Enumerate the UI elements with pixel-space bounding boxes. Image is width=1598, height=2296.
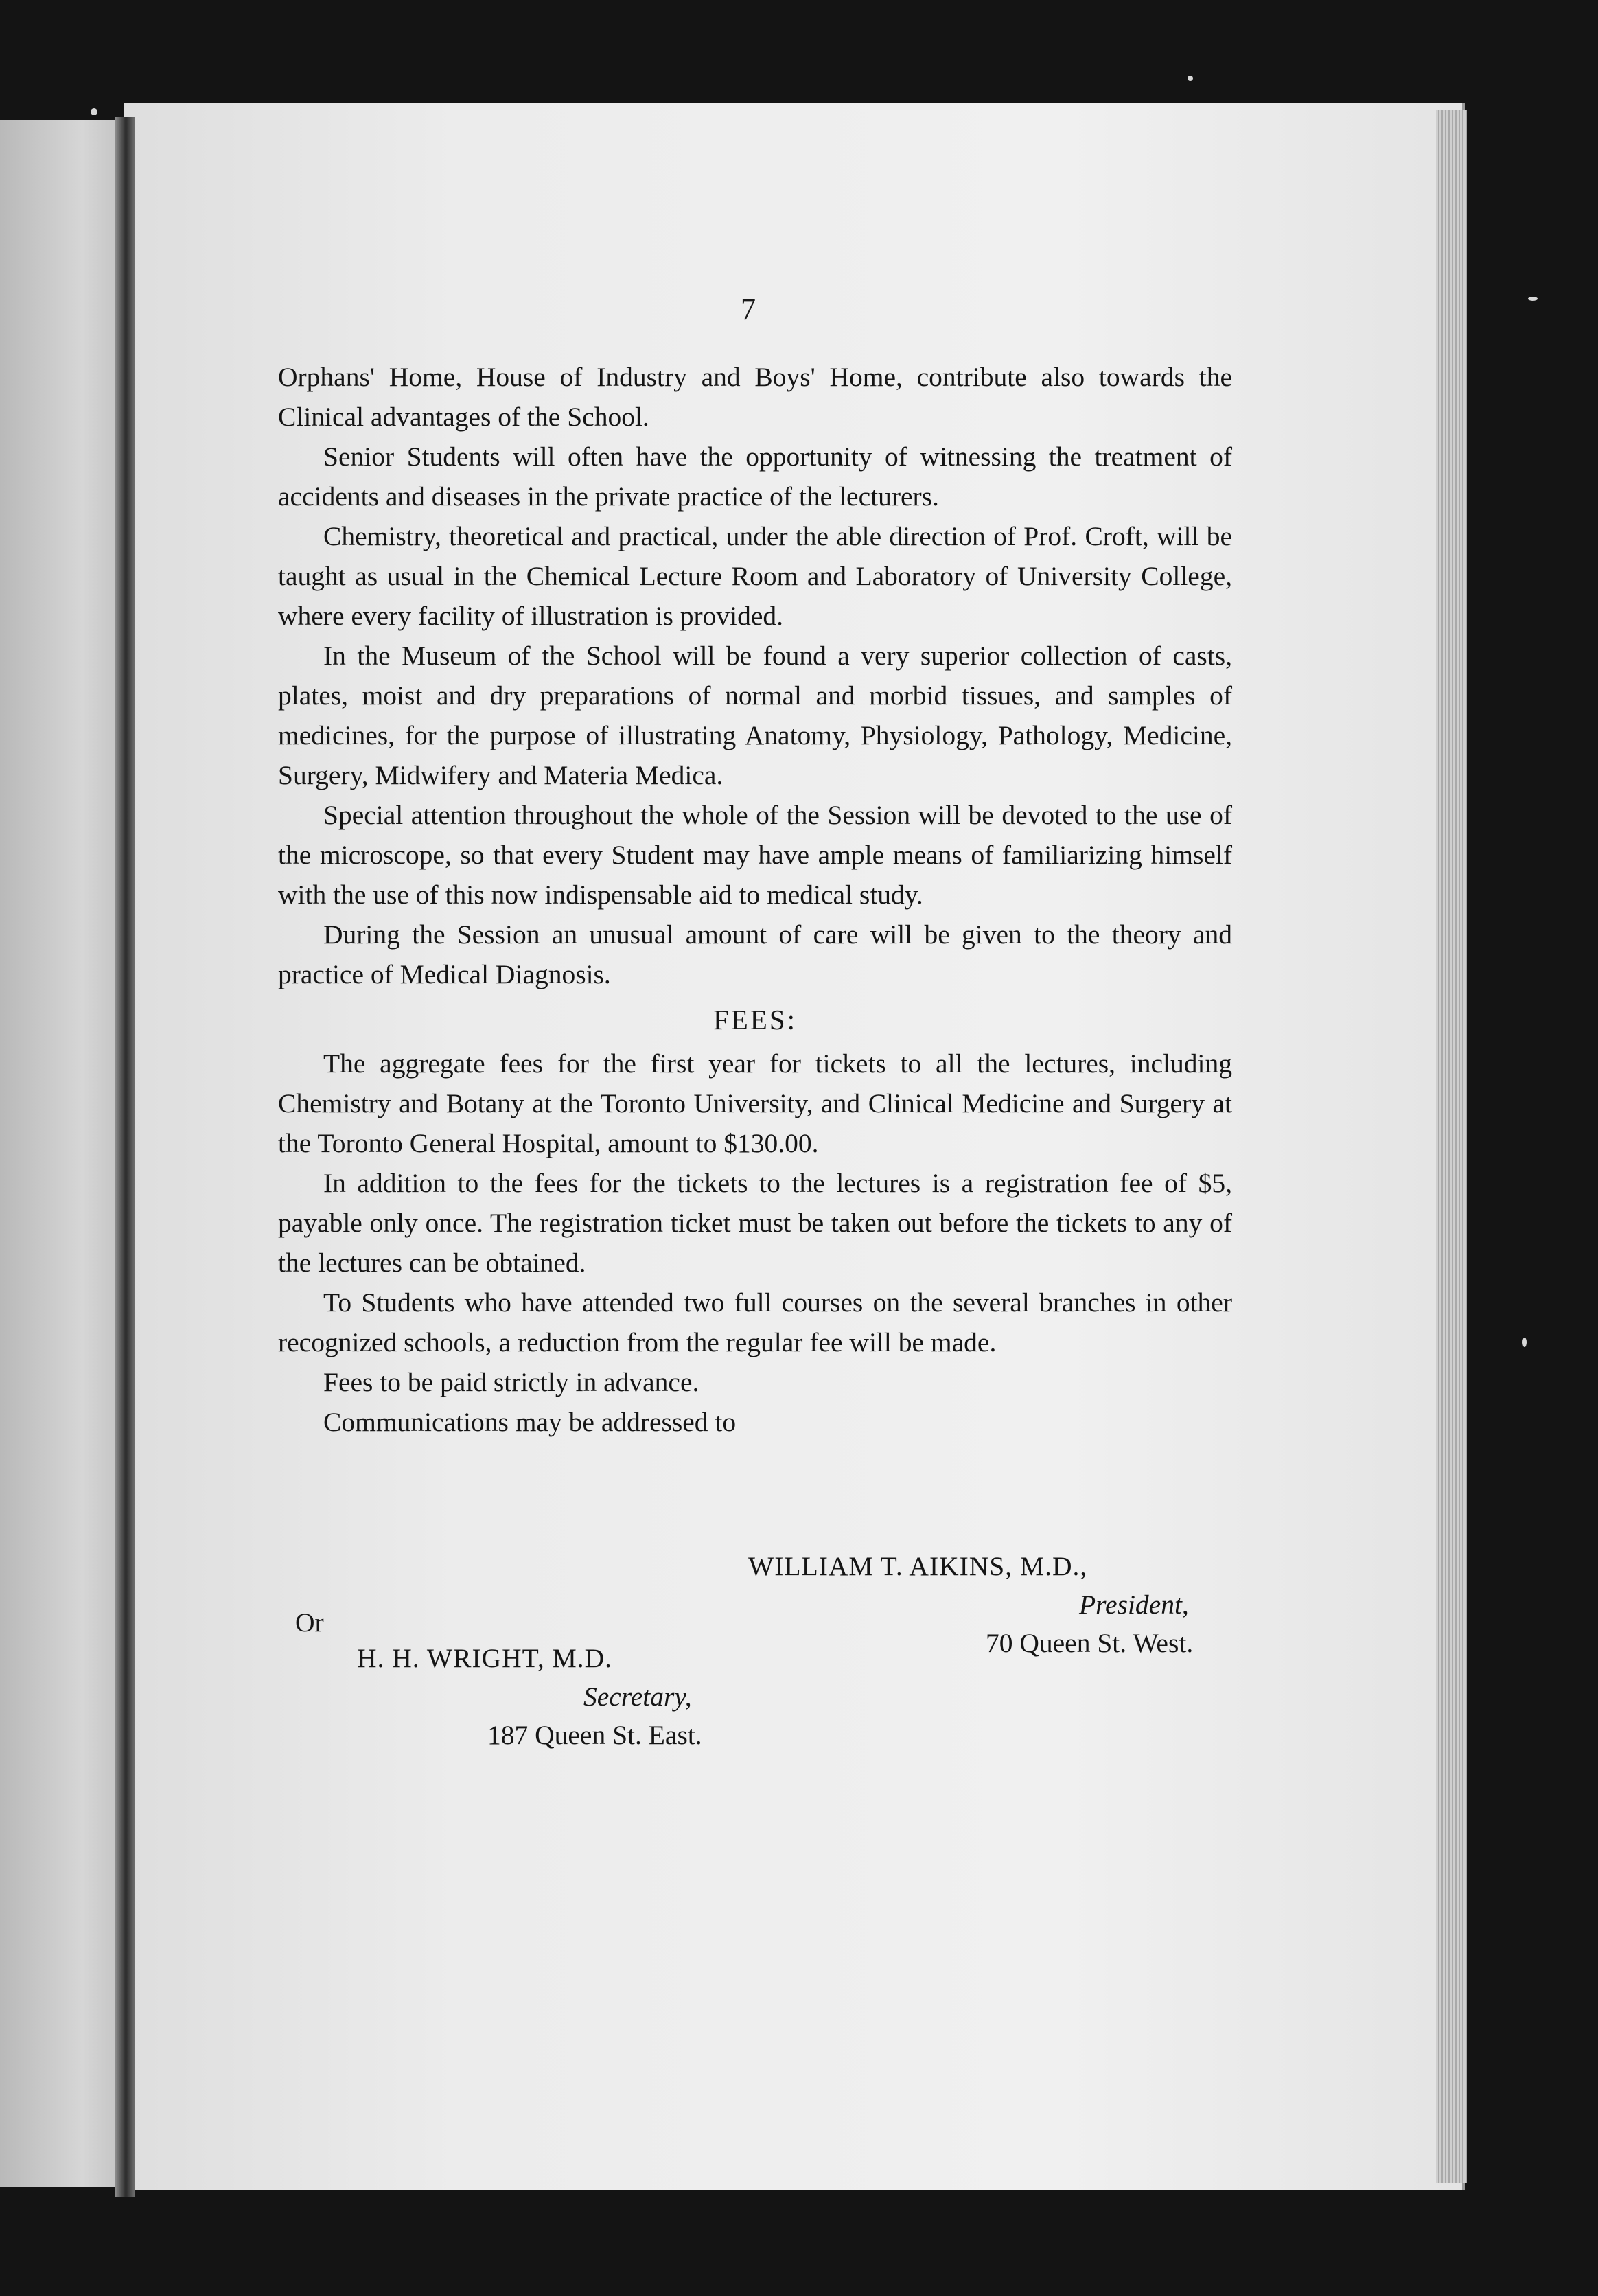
dust-speck (1522, 1338, 1527, 1347)
paragraph: Senior Students will often have the opportunity of witnessing the treatment of accidents and diseases in the private practice of the lecturers. (278, 441, 1232, 512)
dust-speck (91, 108, 97, 115)
secretary-name: H. H. WRIGHT, M.D. (357, 1643, 613, 1673)
or-label: Or (295, 1607, 324, 1638)
paragraph: Orphans' Home, House of Industry and Boys' Home, contribute also towards the Clinical advantages of the School. (278, 362, 1232, 432)
fees-paragraph: In addition to the fees for the tickets to the lectures is a registration fee of $5, payable only once. The registration ticket must be taken out before the tickets to any of the lectures can be obtained. (278, 1168, 1232, 1278)
paragraph: During the Session an unusual amount of care will be given to the theory and practice of Medical Diagnosis. (278, 919, 1232, 989)
fees-paragraph: To Students who have attended two full courses on the several branches in other recognized schools, a reduction from the regular fee will be made. (278, 1287, 1232, 1357)
fees-paragraph: The aggregate fees for the first year for tickets to all the lectures, including Chemistry and Botany at the Toronto University, and Clinical Medicine and Surgery at the Toronto General Hospital, amount to $130.00. (278, 1048, 1232, 1158)
paragraph: Special attention throughout the whole of the Session will be devoted to the use of the microscope, so that every Student may have ample means of familiarizing himself with the use of this now indispensable aid to medical study. (278, 800, 1232, 910)
paragraph: Chemistry, theoretical and practical, under the able direction of Prof. Croft, will be taught as usual in the Chemical Lecture Room and Laboratory of University College, where every facility of illustration is provided. (278, 521, 1232, 631)
fees-paragraph: Communications may be addressed to (323, 1407, 737, 1437)
dust-speck (1528, 297, 1538, 301)
dust-speck (1188, 76, 1193, 81)
secretary-address: 187 Queen St. East. (487, 1720, 702, 1750)
fees-paragraph: Fees to be paid strictly in advance. (323, 1367, 699, 1397)
page-number: 7 (741, 292, 756, 326)
book-gutter (115, 117, 135, 2197)
paragraph: In the Museum of the School will be found a very superior collection of casts, plates, moist and dry preparations of normal and morbid tissues, and samples of medicines, for the purpose of illustrating Anatomy, Physiology, Pathology, Medicine, Surgery, Midwifery and Materia Medica. (278, 641, 1232, 790)
president-address: 70 Queen St. West. (986, 1628, 1194, 1658)
section-heading-fees: FEES: (713, 1004, 798, 1035)
secretary-title: Secretary, (583, 1681, 692, 1712)
president-title: President, (1079, 1589, 1189, 1620)
page-body (278, 357, 1232, 1442)
right-page-stack (1436, 110, 1467, 2183)
president-name: WILLIAM T. AIKINS, M.D., (748, 1551, 1088, 1581)
